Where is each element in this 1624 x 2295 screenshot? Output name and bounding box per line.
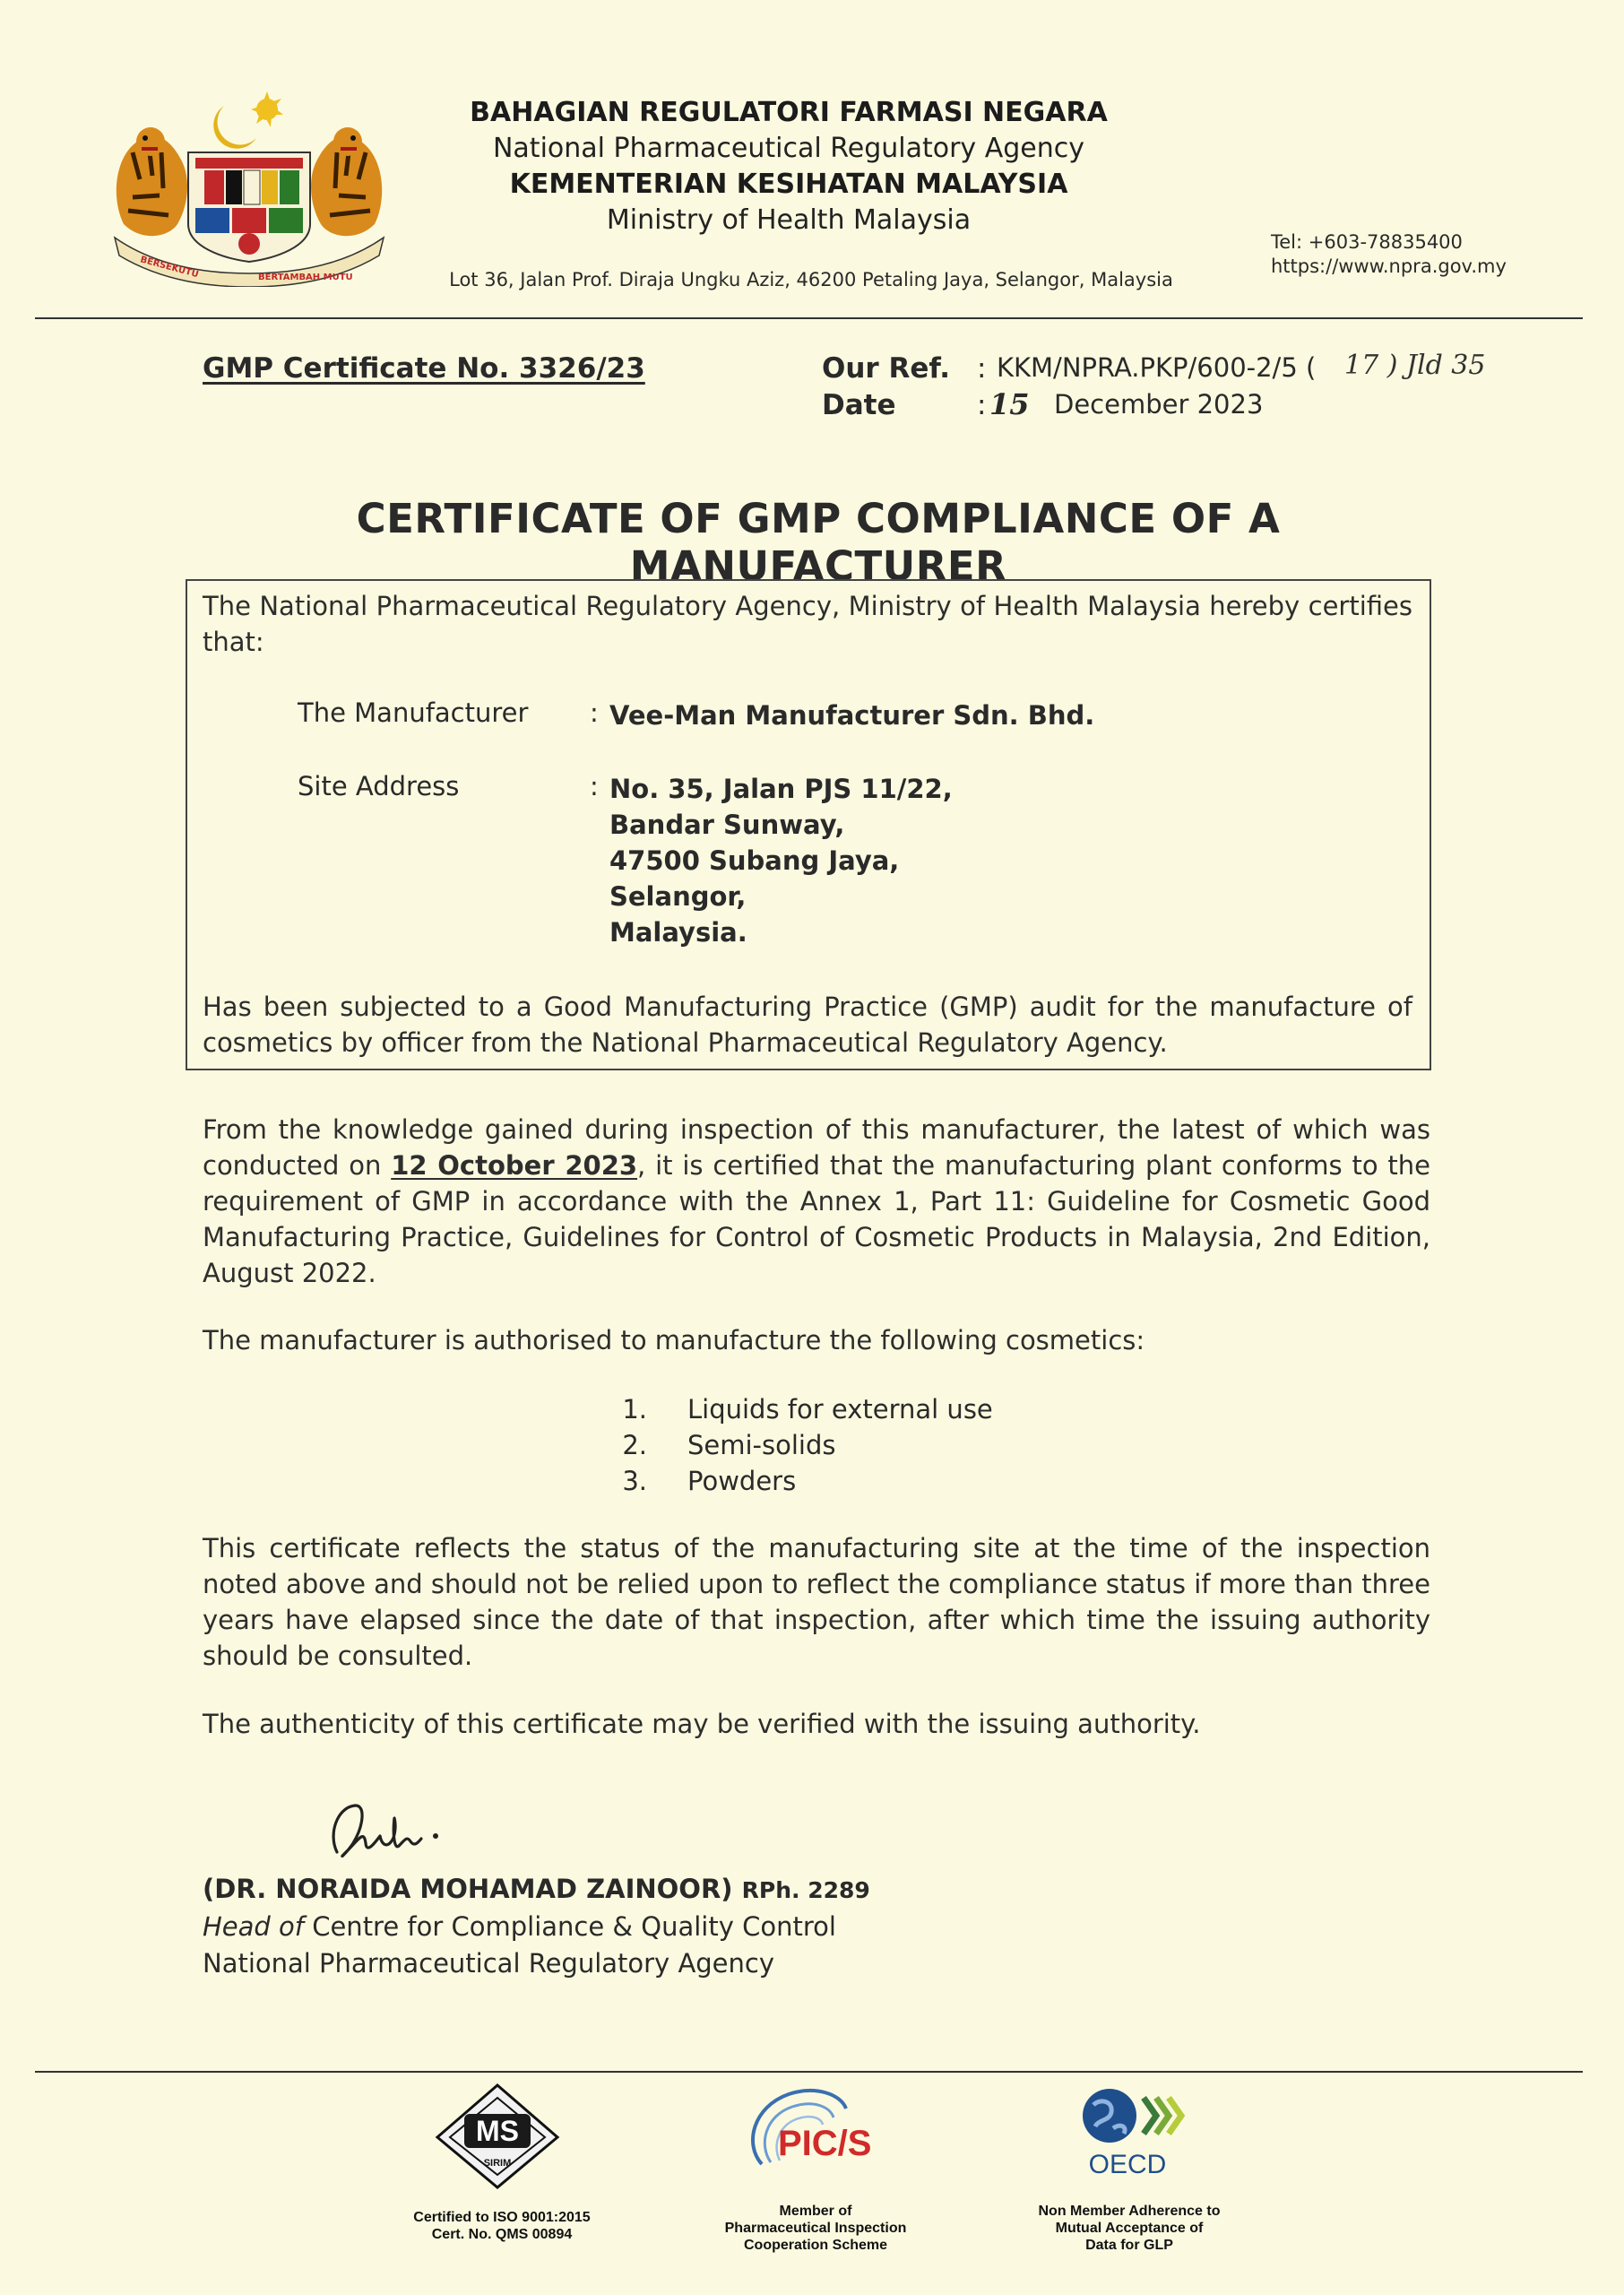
agency-telephone: Tel: +603-78835400 bbox=[1271, 231, 1463, 253]
oecd-logo bbox=[1058, 2080, 1201, 2183]
pics-caption-line: Cooperation Scheme bbox=[743, 2238, 888, 2253]
malaysia-coat-of-arms bbox=[106, 90, 393, 287]
authenticity-statement: The authenticity of this certificate may be verified with the issuing authority. bbox=[203, 1709, 1201, 1739]
footer-divider bbox=[35, 2071, 1583, 2073]
oecd-caption-line: Non Member Adherence to bbox=[1038, 2204, 1221, 2219]
manufacturer-name: Vee-Man Manufacturer Sdn. Bhd. bbox=[609, 700, 1095, 731]
agency-english-name: National Pharmaceutical Regulatory Agency bbox=[492, 133, 1084, 164]
certificate-number: GMP Certificate No. 3326/23 bbox=[203, 352, 645, 385]
date-label: Date bbox=[822, 389, 896, 421]
signatory-rph: RPh. 2289 bbox=[741, 1877, 870, 1903]
manufacturer-label: The Manufacturer bbox=[298, 697, 529, 728]
svg-text:OECD: OECD bbox=[1088, 2150, 1167, 2179]
agency-malay-name: BAHAGIAN REGULATORI FARMASI NEGARA bbox=[470, 97, 1108, 128]
inspection-text-pre: From the knowledge gained during inspection of this manufacturer, the latest of which was conducted on bbox=[203, 1114, 1430, 1181]
audit-statement: Has been subjected to a Good Manufacturing Practice (GMP) audit for the manufacture of cosmetics by officer from the National Pharmaceutical Regulatory Agency. bbox=[203, 992, 1412, 1058]
header-divider bbox=[35, 317, 1583, 319]
ms-sirim-logo bbox=[430, 2082, 565, 2189]
signatory-agency: National Pharmaceutical Regulatory Agency bbox=[203, 1948, 775, 1979]
manufacturer-colon: : bbox=[590, 697, 599, 728]
pics-caption bbox=[681, 2203, 950, 2254]
certificate-title: CERTIFICATE OF GMP COMPLIANCE OF A MANUFACTURER bbox=[356, 495, 1281, 590]
site-address-line: 47500 Subang Jaya, bbox=[609, 845, 900, 876]
svg-text:PIC/S: PIC/S bbox=[778, 2124, 872, 2163]
inspection-paragraph bbox=[203, 1112, 1430, 1291]
inspection-text-post: , it is certified that the manufacturing plant conforms to the requirement of GMP in accordance with the Annex 1, Part 11: Guideline for Cosmetic Good Manufacturing Practice, Guidelines for Control of Cosmetic Products in Malaysia, 2nd Edition, August 2022. bbox=[203, 1150, 1430, 1288]
ministry-malay-name: KEMENTERIAN KESIHATAN MALAYSIA bbox=[509, 169, 1068, 200]
site-address-colon: : bbox=[590, 771, 599, 801]
oecd-caption-line: Data for GLP bbox=[1085, 2238, 1173, 2253]
svg-text:BERTAMBAH MUTU: BERTAMBAH MUTU bbox=[258, 273, 353, 282]
oecd-caption bbox=[995, 2203, 1264, 2254]
our-ref-handwritten: 17 ) Jld 35 bbox=[1344, 350, 1486, 381]
certification-intro: The National Pharmaceutical Regulatory Agency, Ministry of Health Malaysia hereby certifies that: bbox=[203, 591, 1412, 657]
agency-website-link[interactable]: https://www.npra.gov.my bbox=[1271, 255, 1507, 277]
ms-sirim-caption bbox=[367, 2209, 636, 2243]
our-ref-label: Our Ref. bbox=[822, 352, 950, 385]
signatory-name: (DR. NORAIDA MOHAMAD ZAINOOR) bbox=[203, 1874, 733, 1904]
status-paragraph: This certificate reflects the status of the manufacturing site at the time of the inspection noted above and should not be relied upon to reflect the compliance status if more than three years have elapsed since the date of that inspection, after which time the issuing authority should be consulted. bbox=[203, 1533, 1430, 1671]
agency-address: Lot 36, Jalan Prof. Diraja Ungku Aziz, 46200 Petaling Jaya, Selangor, Malaysia bbox=[449, 269, 1173, 290]
site-address-line: Selangor, bbox=[609, 881, 747, 912]
ministry-english-name: Ministry of Health Malaysia bbox=[606, 204, 972, 236]
cosmetic-list-item: Liquids for external use bbox=[687, 1394, 993, 1425]
signatory-name-line bbox=[203, 1874, 870, 1904]
our-ref-colon: : bbox=[977, 352, 987, 385]
site-address bbox=[609, 771, 953, 950]
cosmetic-list-number: 3. bbox=[622, 1466, 647, 1496]
site-address-line: Bandar Sunway, bbox=[609, 810, 845, 840]
signatory-title-prefix: Head of bbox=[203, 1911, 304, 1942]
authorised-statement: The manufacturer is authorised to manufacture the following cosmetics: bbox=[203, 1325, 1145, 1355]
site-address-label: Site Address bbox=[298, 771, 460, 801]
our-ref-value: KKM/NPRA.PKP/600-2/5 ( bbox=[997, 352, 1317, 383]
pics-logo bbox=[735, 2082, 896, 2180]
signatory-title-line bbox=[203, 1911, 836, 1942]
handwritten-signature bbox=[310, 1789, 462, 1879]
site-address-line: No. 35, Jalan PJS 11/22, bbox=[609, 774, 953, 804]
site-address-line: Malaysia. bbox=[609, 917, 747, 948]
date-month-year: December 2023 bbox=[1054, 389, 1264, 420]
ms-caption-line: Certified to ISO 9001:2015 bbox=[413, 2210, 591, 2225]
date-colon: : bbox=[977, 389, 987, 421]
oecd-caption-line: Mutual Acceptance of bbox=[1055, 2221, 1204, 2236]
date-day-handwritten: 15 bbox=[989, 387, 1030, 421]
inspection-date: 12 October 2023 bbox=[391, 1150, 638, 1181]
cosmetic-list-item: Powders bbox=[687, 1466, 797, 1496]
ms-caption-line: Cert. No. QMS 00894 bbox=[431, 2227, 573, 2242]
cosmetic-list-number: 2. bbox=[622, 1430, 647, 1460]
pics-caption-line: Pharmaceutical Inspection bbox=[724, 2221, 907, 2236]
cosmetic-list-item: Semi-solids bbox=[687, 1430, 836, 1460]
signatory-title: Centre for Compliance & Quality Control bbox=[304, 1911, 836, 1942]
svg-text:MS: MS bbox=[476, 2115, 519, 2147]
pics-caption-line: Member of bbox=[779, 2204, 852, 2219]
cosmetic-list-number: 1. bbox=[622, 1394, 647, 1425]
svg-text:SIRIM: SIRIM bbox=[483, 2158, 512, 2169]
svg-text:BERSEKUTU: BERSEKUTU bbox=[139, 255, 200, 281]
